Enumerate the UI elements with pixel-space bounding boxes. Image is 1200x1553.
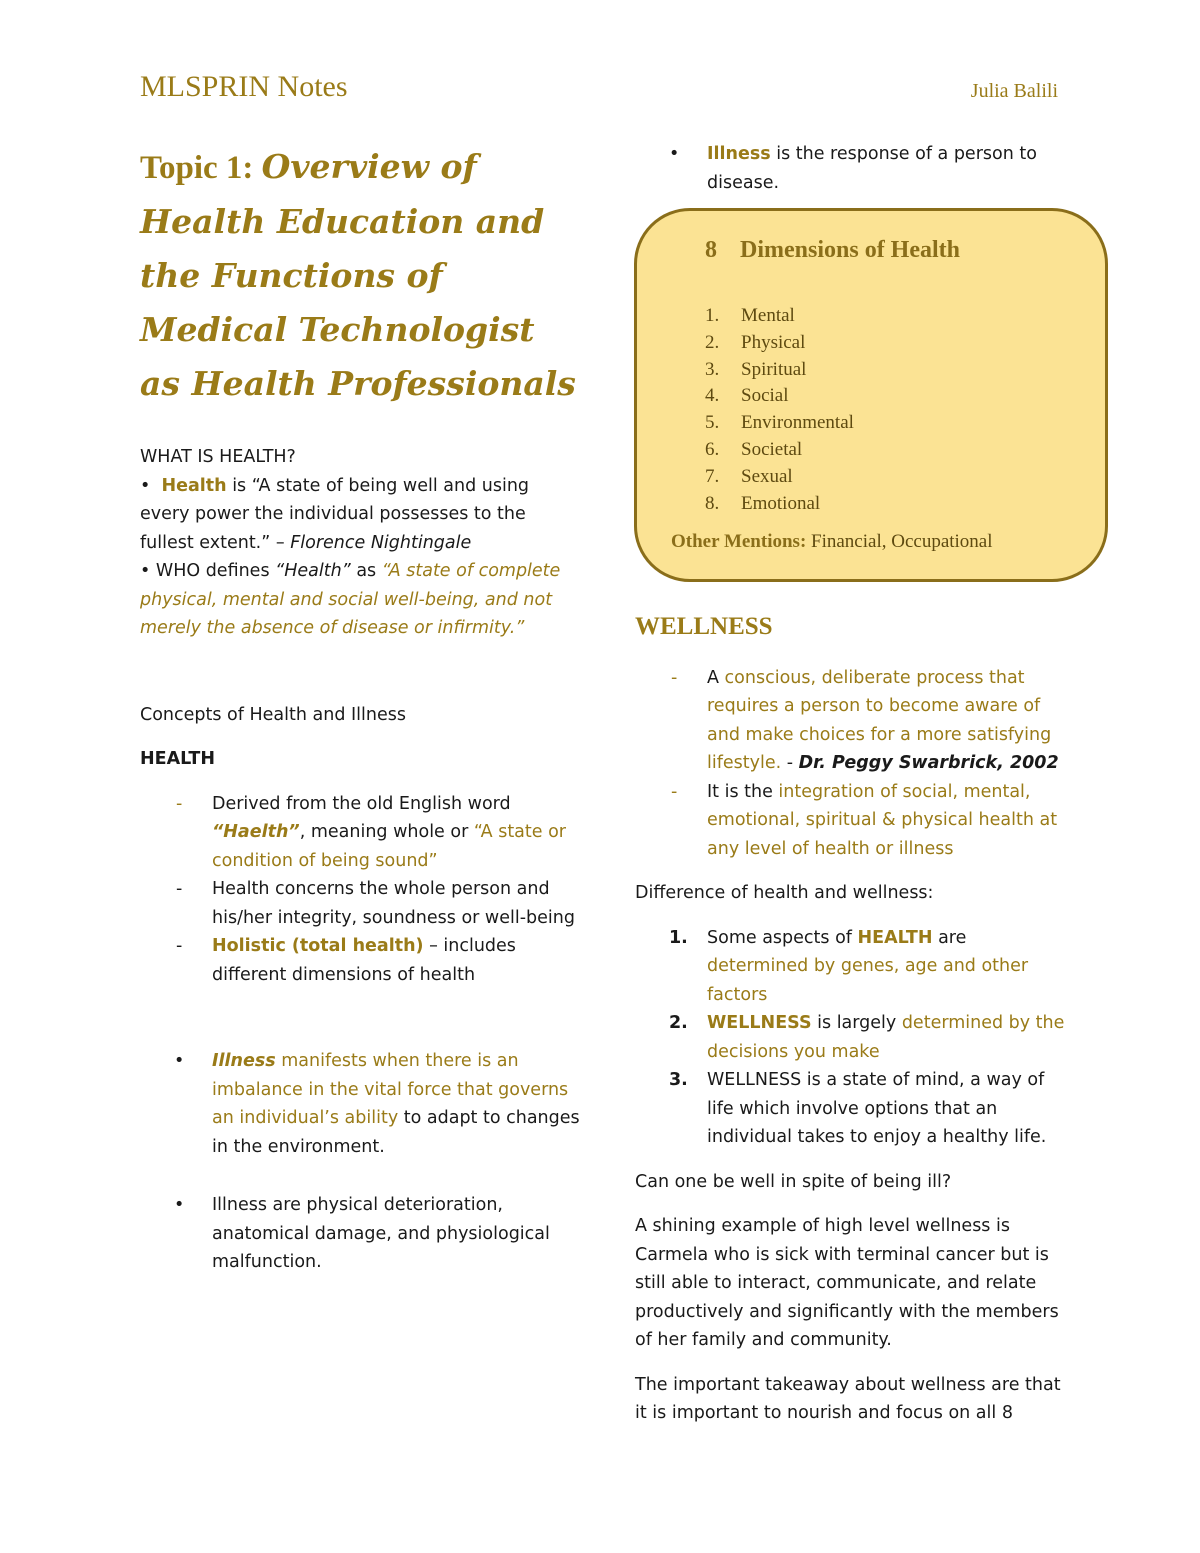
other-mentions-value: Financial, Occupational — [806, 531, 993, 552]
dash-marker: - — [176, 936, 183, 956]
item-text: – includes different dimensions of health — [212, 936, 516, 985]
document-header-author: Julia Balili — [970, 80, 1058, 102]
dimension-item — [705, 491, 854, 518]
item-text-gold: conscious, deliberate process that requires a person to become aware of and make choices for a more satisfying lifestyle. — [707, 667, 1052, 773]
holistic-term: Holistic (total health) — [212, 936, 424, 956]
dimensions-title-text: Dimensions of Health — [740, 237, 961, 263]
list-item — [635, 664, 1065, 778]
list-item — [140, 932, 580, 989]
topic-heading — [140, 140, 580, 411]
concepts-heading: Concepts of Health and Illness — [140, 704, 406, 725]
illness-list — [140, 1047, 580, 1277]
item-text-gold: determined by the decisions you make — [707, 1013, 1065, 1062]
list-item — [140, 1047, 580, 1161]
list-item — [635, 924, 1065, 1010]
list-item — [635, 1009, 1065, 1066]
difference-heading: Difference of health and wellness: — [635, 883, 934, 903]
item-number: 2. — [705, 331, 720, 353]
dimensions-title — [705, 237, 960, 264]
example-paragraph: A shining example of high level wellness is Carmela who is sick with terminal cancer but is still able to interact, communicate, and relate productively and significantly with the members of her family and community. — [635, 1216, 1059, 1350]
nightingale-definition — [140, 472, 580, 558]
list-item — [140, 875, 580, 932]
item-text-gold: integration of social, mental, emotional, spiritual & physical health at any level of health or illness — [707, 781, 1058, 859]
document-header-title: MLSPRIN Notes — [140, 70, 348, 103]
number-marker: 3. — [669, 1070, 688, 1090]
dimensions-of-health-box — [634, 208, 1108, 582]
haelth-term: “Haelth” — [212, 822, 300, 842]
item-label: Emotional — [741, 492, 821, 514]
item-text: It is the — [707, 781, 779, 802]
item-text: A — [707, 667, 725, 688]
nightingale-author: Florence Nightingale — [290, 532, 472, 553]
health-subheading: HEALTH — [140, 749, 215, 769]
wellness-term: WELLNESS — [707, 1013, 812, 1033]
illness-term: Illness — [212, 1051, 276, 1071]
health-list — [140, 790, 580, 990]
bullet: • — [669, 144, 680, 164]
item-text-gold: manifests when there is an imbalance in the vital force that governs an individual’s ability — [212, 1051, 569, 1128]
item-label: Environmental — [741, 412, 854, 434]
item-text: Some aspects of — [707, 927, 858, 948]
health-term: HEALTH — [857, 927, 933, 948]
topic-prefix: Topic 1: — [140, 150, 262, 186]
list-item — [635, 778, 1065, 864]
item-number: 7. — [705, 465, 720, 487]
item-text: , meaning whole or — [299, 822, 474, 842]
dimension-item — [705, 464, 854, 491]
dimension-item — [705, 383, 854, 410]
item-text-gold: determined by genes, age and other factors — [707, 956, 1029, 1005]
item-number: 6. — [705, 438, 720, 460]
item-number: 4. — [705, 385, 720, 407]
item-quote: “A state or condition of being sound” — [212, 822, 566, 871]
item-number: 5. — [705, 412, 720, 434]
item-text: is largely — [811, 1013, 902, 1033]
bullet: • — [174, 1195, 185, 1215]
dimension-item — [705, 410, 854, 437]
dimensions-list — [705, 303, 854, 517]
dash-marker: - — [176, 793, 183, 814]
left-column — [140, 140, 580, 1277]
swarbrick-citation: Dr. Peggy Swarbrick, 2002 — [798, 753, 1059, 773]
list-item — [140, 790, 580, 876]
item-number: 1. — [705, 305, 720, 326]
item-label: Mental — [741, 305, 795, 326]
item-text: WELLNESS is a state of mind, a way of life which involve options that an individual takes to enjoy a healthy life. — [707, 1070, 1047, 1147]
question-text: Can one be well in spite of being ill? — [635, 1171, 952, 1192]
bullet: • — [174, 1051, 185, 1071]
item-label: Societal — [741, 438, 803, 460]
item-text: Derived from the old English word — [212, 793, 511, 814]
dimension-item — [705, 357, 854, 384]
number-marker: 2. — [669, 1013, 688, 1033]
topic-title: Overview of Health Education and the Functions of Medical Technologist as Health Professionals — [140, 147, 576, 403]
dimensions-count: 8 — [705, 237, 717, 263]
illness-term: Illness — [707, 144, 771, 164]
item-label: Social — [741, 385, 789, 407]
bullet: • — [140, 475, 151, 496]
item-text: - — [781, 753, 799, 773]
dash-marker: - — [671, 781, 678, 802]
dimension-item — [705, 330, 854, 357]
illness-definition-list — [635, 140, 1065, 197]
who-pre: WHO defines — [150, 561, 276, 581]
takeaway-paragraph: The important takeaway about wellness are that it is important to nourish and focus on all 8 — [635, 1374, 1061, 1423]
dash-marker: - — [176, 879, 183, 899]
item-label: Sexual — [741, 465, 793, 487]
item-label: Physical — [741, 331, 806, 353]
item-number: 8. — [705, 492, 720, 514]
item-text: is the response of a person to disease. — [707, 144, 1037, 193]
who-health-term: “Health” — [275, 561, 351, 581]
list-item — [635, 1066, 1065, 1152]
who-mid: as — [350, 561, 382, 581]
dimension-item — [705, 303, 854, 330]
dimension-item — [705, 437, 854, 464]
item-text: Illness are physical deterioration, anatomical damage, and physiological malfunction. — [212, 1195, 550, 1272]
bullet: • — [140, 561, 151, 581]
list-item — [140, 1191, 580, 1277]
item-number: 3. — [705, 358, 720, 380]
item-label: Spiritual — [741, 358, 807, 380]
dash-marker: - — [671, 667, 678, 688]
other-mentions — [671, 531, 993, 553]
item-text: are — [932, 927, 967, 948]
nightingale-text: is “A state of being well and using every power the individual possesses to the fullest extent.” – — [140, 475, 530, 553]
item-text: to adapt to changes in the environment. — [212, 1108, 580, 1157]
what-is-health-heading: WHAT IS HEALTH? — [140, 447, 296, 467]
who-quote: “A state of complete physical, mental and social well-being, and not merely the absence of disease or infirmity.” — [140, 561, 561, 638]
list-item — [635, 140, 1065, 197]
health-term: Health — [161, 475, 227, 496]
number-marker: 1. — [669, 927, 688, 948]
who-definition — [140, 557, 580, 643]
other-mentions-label: Other Mentions: — [671, 531, 807, 552]
item-text: Health concerns the whole person and his/her integrity, soundness or well-being — [212, 879, 575, 928]
difference-list — [635, 924, 1065, 1152]
wellness-list — [635, 664, 1065, 864]
wellness-heading: WELLNESS — [635, 613, 773, 640]
